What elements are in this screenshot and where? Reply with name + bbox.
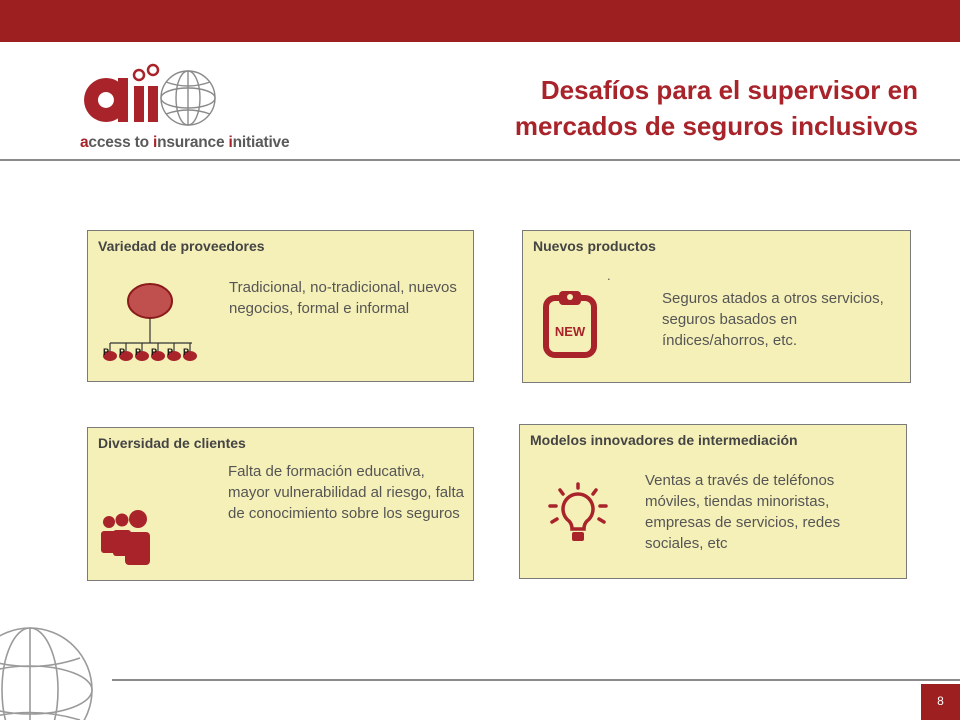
page-number: 8 (921, 684, 960, 720)
card-intermediation-models (519, 424, 907, 579)
top-banner (0, 0, 960, 42)
provider-letter: P (118, 347, 126, 357)
tagline-word: nsurance (157, 134, 229, 151)
tagline-accent: a (80, 134, 89, 151)
provider-hierarchy-icon (100, 281, 200, 367)
card-title: Variedad de proveedores (98, 238, 265, 254)
provider-letter: P (166, 347, 174, 357)
footer-divider (112, 679, 960, 681)
aii-logo (78, 60, 323, 155)
people-group-icon (100, 510, 152, 566)
new-product-clipboard-icon (543, 288, 597, 358)
provider-letter: P (102, 347, 110, 357)
card-title: Nuevos productos (533, 238, 656, 254)
slide-title: Desafíos para el supervisor en mercados de seguros inclusivos (514, 75, 918, 141)
card-new-products (522, 230, 911, 383)
card-text: Ventas a través de teléfonos móviles, tiendas minoristas, empresas de servicios, redes sociales, etc (645, 472, 841, 552)
logo-tagline (80, 134, 289, 152)
card-client-diversity (87, 427, 474, 581)
card-provider-variety (87, 230, 474, 382)
stray-dot: . (607, 268, 611, 283)
header-divider (0, 159, 960, 161)
provider-letter: P (134, 347, 142, 357)
card-text: Seguros atados a otros servicios, seguros basados en índices/ahorros, etc. (662, 290, 884, 349)
tagline-word: ccess to (88, 134, 153, 151)
card-text: Falta de formación educativa, mayor vulnerabilidad al riesgo, falta de conocimiento sobre los seguros (228, 463, 464, 522)
lightbulb-icon (546, 482, 610, 548)
tagline-accent: i (228, 134, 233, 151)
card-title: Diversidad de clientes (98, 435, 246, 451)
new-label: NEW (554, 324, 586, 339)
card-text: Tradicional, no-tradicional, nuevos negocios, formal e informal (229, 279, 457, 317)
globe-watermark-icon (0, 620, 100, 720)
provider-letter: P (150, 347, 158, 357)
tagline-accent: i (152, 134, 158, 151)
provider-letter: P (182, 347, 190, 357)
card-title: Modelos innovadores de intermediación (530, 432, 798, 448)
tagline-word: nitiative (232, 134, 290, 151)
aii-logo-mark (78, 60, 323, 135)
